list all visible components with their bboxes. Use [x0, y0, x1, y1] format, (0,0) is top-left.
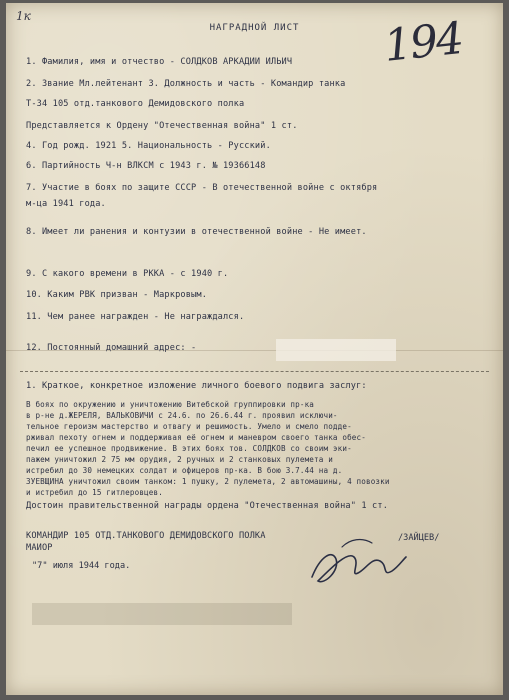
field-name: 1. Фамилия, имя и отчество - СОЛДКОВ АРКАДИЙ ИЛЬИЧ	[26, 57, 293, 67]
field-nominated-for: Представляется к Ордену "Отечественная война" 1 ст.	[26, 121, 298, 131]
feat-text-line: в р-не д.ЖЕРЕЛЯ, ВАЛЬКОВИЧИ с 24.6. по 26.6.44 г. проявил исключи-	[26, 411, 338, 420]
feat-text-line: тельное героизм мастерство и отвагу и решимость. Умело и смело подде-	[26, 422, 352, 431]
commander-rank: МАЙОР	[26, 543, 53, 553]
feat-text-line: печил ее успешное продвижение. В этих боях тов. СОЛДКОВ со своим эки-	[26, 444, 352, 453]
field-service-since: 9. С какого времени в РККА - с 1940 г.	[26, 269, 229, 279]
feat-text-line: истребил до 30 немецких солдат и офицеров пр-ка. В бою 3.7.44 на д.	[26, 466, 343, 475]
signature-date: "7" июля 1944 года.	[32, 561, 131, 571]
document-title: НАГРАДНОЙ ЛИСТ	[209, 23, 300, 33]
feat-conclusion: Достоин правительственной награды ордена "Отечественная война" 1 ст.	[26, 501, 389, 511]
section-feat-heading: 1. Краткое, конкретное изложение личного боевого подвига заслуг:	[26, 381, 367, 391]
corner-mark: 1к	[16, 9, 31, 23]
field-home-address: 12. Постоянный домашний адрес: -	[26, 343, 197, 353]
field-combat-participation-cont: м-ца 1941 года.	[26, 199, 106, 209]
award-sheet	[6, 3, 503, 695]
handwritten-signature	[302, 527, 412, 597]
feat-text-line: пажем уничтожил 2 75 мм орудия, 2 ручных и 2 станковых пулемета и	[26, 455, 333, 464]
field-drafted-by: 10. Каким РВК призван - Маркровым.	[26, 290, 208, 300]
field-previous-awards: 11. Чем ранее награжден - Не награждался.	[26, 312, 245, 322]
section-divider	[20, 371, 489, 372]
feat-text-line: и истребил до 15 гитлеровцев.	[26, 488, 163, 497]
commander-title: КОМАНДИР 105 ОТД.ТАНКОВОГО ДЕМИДОВСКОГО ПОЛКА	[26, 531, 266, 541]
feat-text-line: рживал пехоту огнем и поддерживая её огнем и маневром своего танка обес-	[26, 433, 366, 442]
field-wounds: 8. Имеет ли ранения и контузии в отечественной войне - Не имеет.	[26, 227, 367, 237]
field-unit: Т-34 105 отд.танкового Демидовского полка	[26, 99, 245, 109]
feat-text-line: В боях по окружению и уничтожению Витебской группировки пр-ка	[26, 400, 315, 409]
signatory-name: /ЗАЙЦЕВ/	[398, 533, 440, 543]
field-party: 6. Партийность Ч-н ВЛКСМ с 1943 г. № 19366148	[26, 161, 266, 171]
faded-area	[32, 603, 292, 625]
field-rank-position: 2. Звание Мл.лейтенант 3. Должность и часть - Командир танка	[26, 79, 346, 89]
feat-text-line: ЗУЕВЩИНА уничтожил своим танком: 1 пушку, 2 пулемета, 2 автомашины, 4 повозки	[26, 477, 390, 486]
field-birth-nationality: 4. Год рожд. 1921 5. Национальность - Русский.	[26, 141, 271, 151]
handwritten-number: 194	[381, 13, 465, 72]
field-combat-participation: 7. Участие в боях по защите СССР - В отечественной войне с октября	[26, 183, 378, 193]
